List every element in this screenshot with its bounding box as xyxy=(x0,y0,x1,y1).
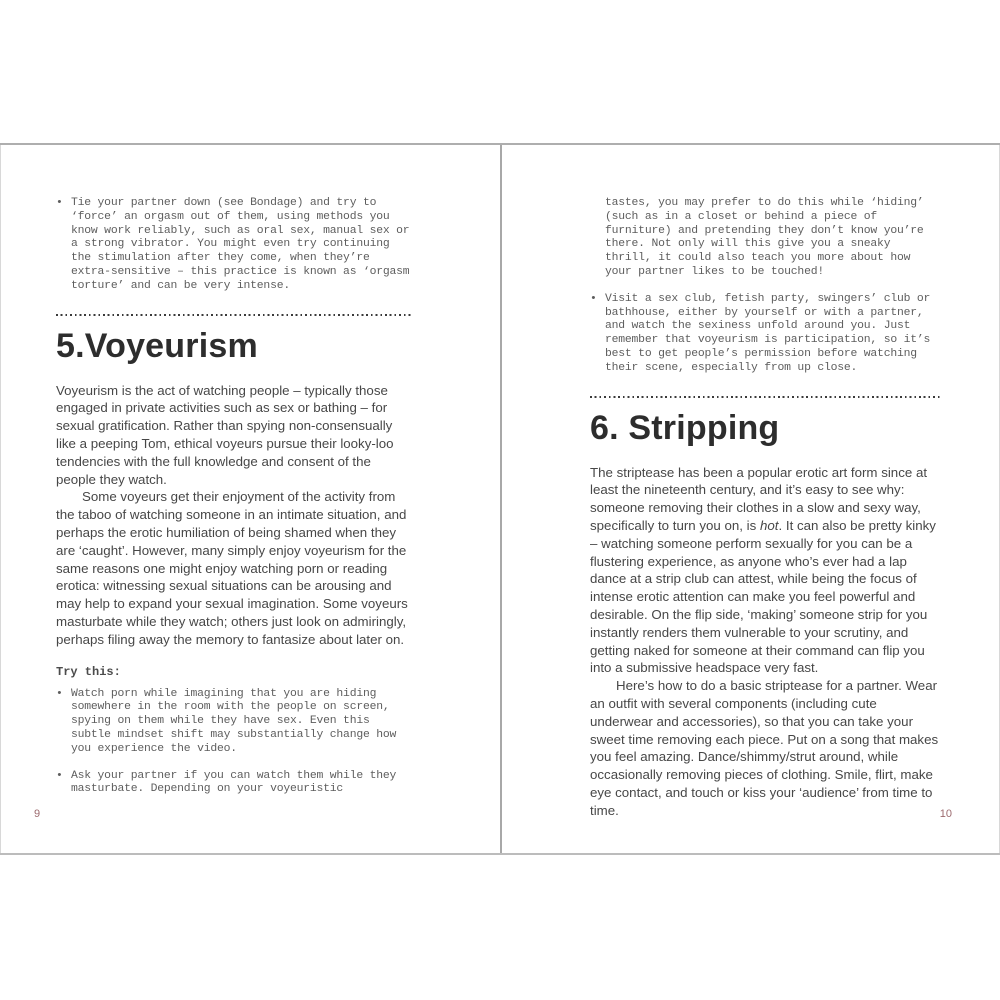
bullet-marker: • xyxy=(590,292,597,305)
section-divider xyxy=(56,314,411,316)
paragraph-segment: . It can also be pretty kinky – watching someone perform sexually for you can be a flustering experience, as anyone who’s ever had a lap dance at a strip club can attest, while being the focus of intense erotic attention can make you feel powerful and desirable. On the flip side, ‘making’ someone strip for you instantly renders them vulnerable to your scrutiny, and getting naked for someone at their command can flip you into a submissive headspace very fast. xyxy=(590,517,936,676)
list-item xyxy=(56,770,411,798)
paragraph: Some voyeurs get their enjoyment of the activity from the taboo of watching someone in an intimate situation, and perhaps the erotic humiliation of being shamed when they are ‘caught’. However, many simply enjoy voyeurism for the same reasons one might enjoy watching porn or reading erotica: witnessing sexual situations can be arousing and may help to expand your sexual imagination. Some voyeurs masturbate while they watch; others just look on admiringly, perhaps filing away the memory to fantasize about later on. xyxy=(56,489,408,647)
paragraph-segment-italic: hot xyxy=(759,517,779,533)
page-left xyxy=(0,145,502,853)
pages-frame xyxy=(0,143,1000,855)
bullet-text: Visit a sex club, fetish party, swingers’ club or bathhouse, either by yourself or with a partner, and watch the sexiness unfold around you. Just remember that voyeurism is participation, so it’s best to get people’s permission before watching their scene, especially from up close. xyxy=(605,292,931,374)
chapter-body xyxy=(56,382,411,649)
bullet-marker: • xyxy=(56,687,63,700)
bullet-marker: • xyxy=(56,769,63,782)
paragraph: Here’s how to do a basic striptease for a partner. Wear an outfit with several components (including cute underwear and accessories), so that you can take your sweet time removing each piece. Put on a song that makes you feel amazing. Dance/shimmy/strut around, while occasionally removing pieces of clothing. Smile, flirt, make eye contact, and touch or kiss your ‘audience’ from time to time. xyxy=(590,678,939,818)
bullet-text: Ask your partner if you can watch them while they masturbate. Depending on your voyeuristic xyxy=(71,769,397,796)
page-right xyxy=(502,145,1000,853)
paragraph xyxy=(590,464,941,678)
try-this-heading: Try this: xyxy=(56,664,121,679)
chapter-title-voyeurism: 5.Voyeurism xyxy=(56,326,258,365)
right-top-mono-block xyxy=(590,197,941,376)
try-this-bullet-list xyxy=(56,688,411,798)
list-item xyxy=(56,688,411,757)
paragraph: Voyeurism is the act of watching people – typically those engaged in private activities such as sex or bathing – for sexual gratification. Rather than spying non-consensually like a peeping Tom, ethical voyeurs pursue their looky-loo tendencies with the full knowledge and consent of the people they watch. xyxy=(56,382,394,487)
bullet-text: Tie your partner down (see Bondage) and try to ‘force’ an orgasm out of them, using methods you know work reliably, such as oral sex, manual sex or a strong vibrator. You might even try continuing the stimulation after they come, when they’re extra-sensitive – this practice is known as ‘orgasm torture’ and can be very intense. xyxy=(71,197,410,292)
bullet-marker: • xyxy=(56,197,63,209)
list-item xyxy=(56,197,411,294)
section-divider xyxy=(590,396,941,398)
page-number-left: 9 xyxy=(34,808,41,820)
paragraph-segment: The striptease has been a popular erotic art form since at least the nineteenth century, and it’s easy to see why: someone removing their clothes in a slow and sexy way, specifically to turn you on, is xyxy=(590,464,928,533)
bullet-text: Watch porn while imagining that you are hiding somewhere in the room with the people on screen, spying on them while they have sex. Even this subtle mindset shift may substantially change how you experience the video. xyxy=(71,687,397,755)
page-number-right: 10 xyxy=(939,808,952,820)
chapter-body xyxy=(590,464,941,820)
chapter-title-stripping: 6. Stripping xyxy=(590,408,780,447)
left-top-bullet-list xyxy=(56,197,411,294)
bullet-continuation-text: tastes, you may prefer to do this while ‘hiding’ (such as in a closet or behind a piece of furniture) and pretending they don’t know you’re there. Not only will this give you a sneaky thrill, it could also teach you more about how your partner likes to be touched! xyxy=(605,197,924,278)
list-item xyxy=(590,293,941,376)
